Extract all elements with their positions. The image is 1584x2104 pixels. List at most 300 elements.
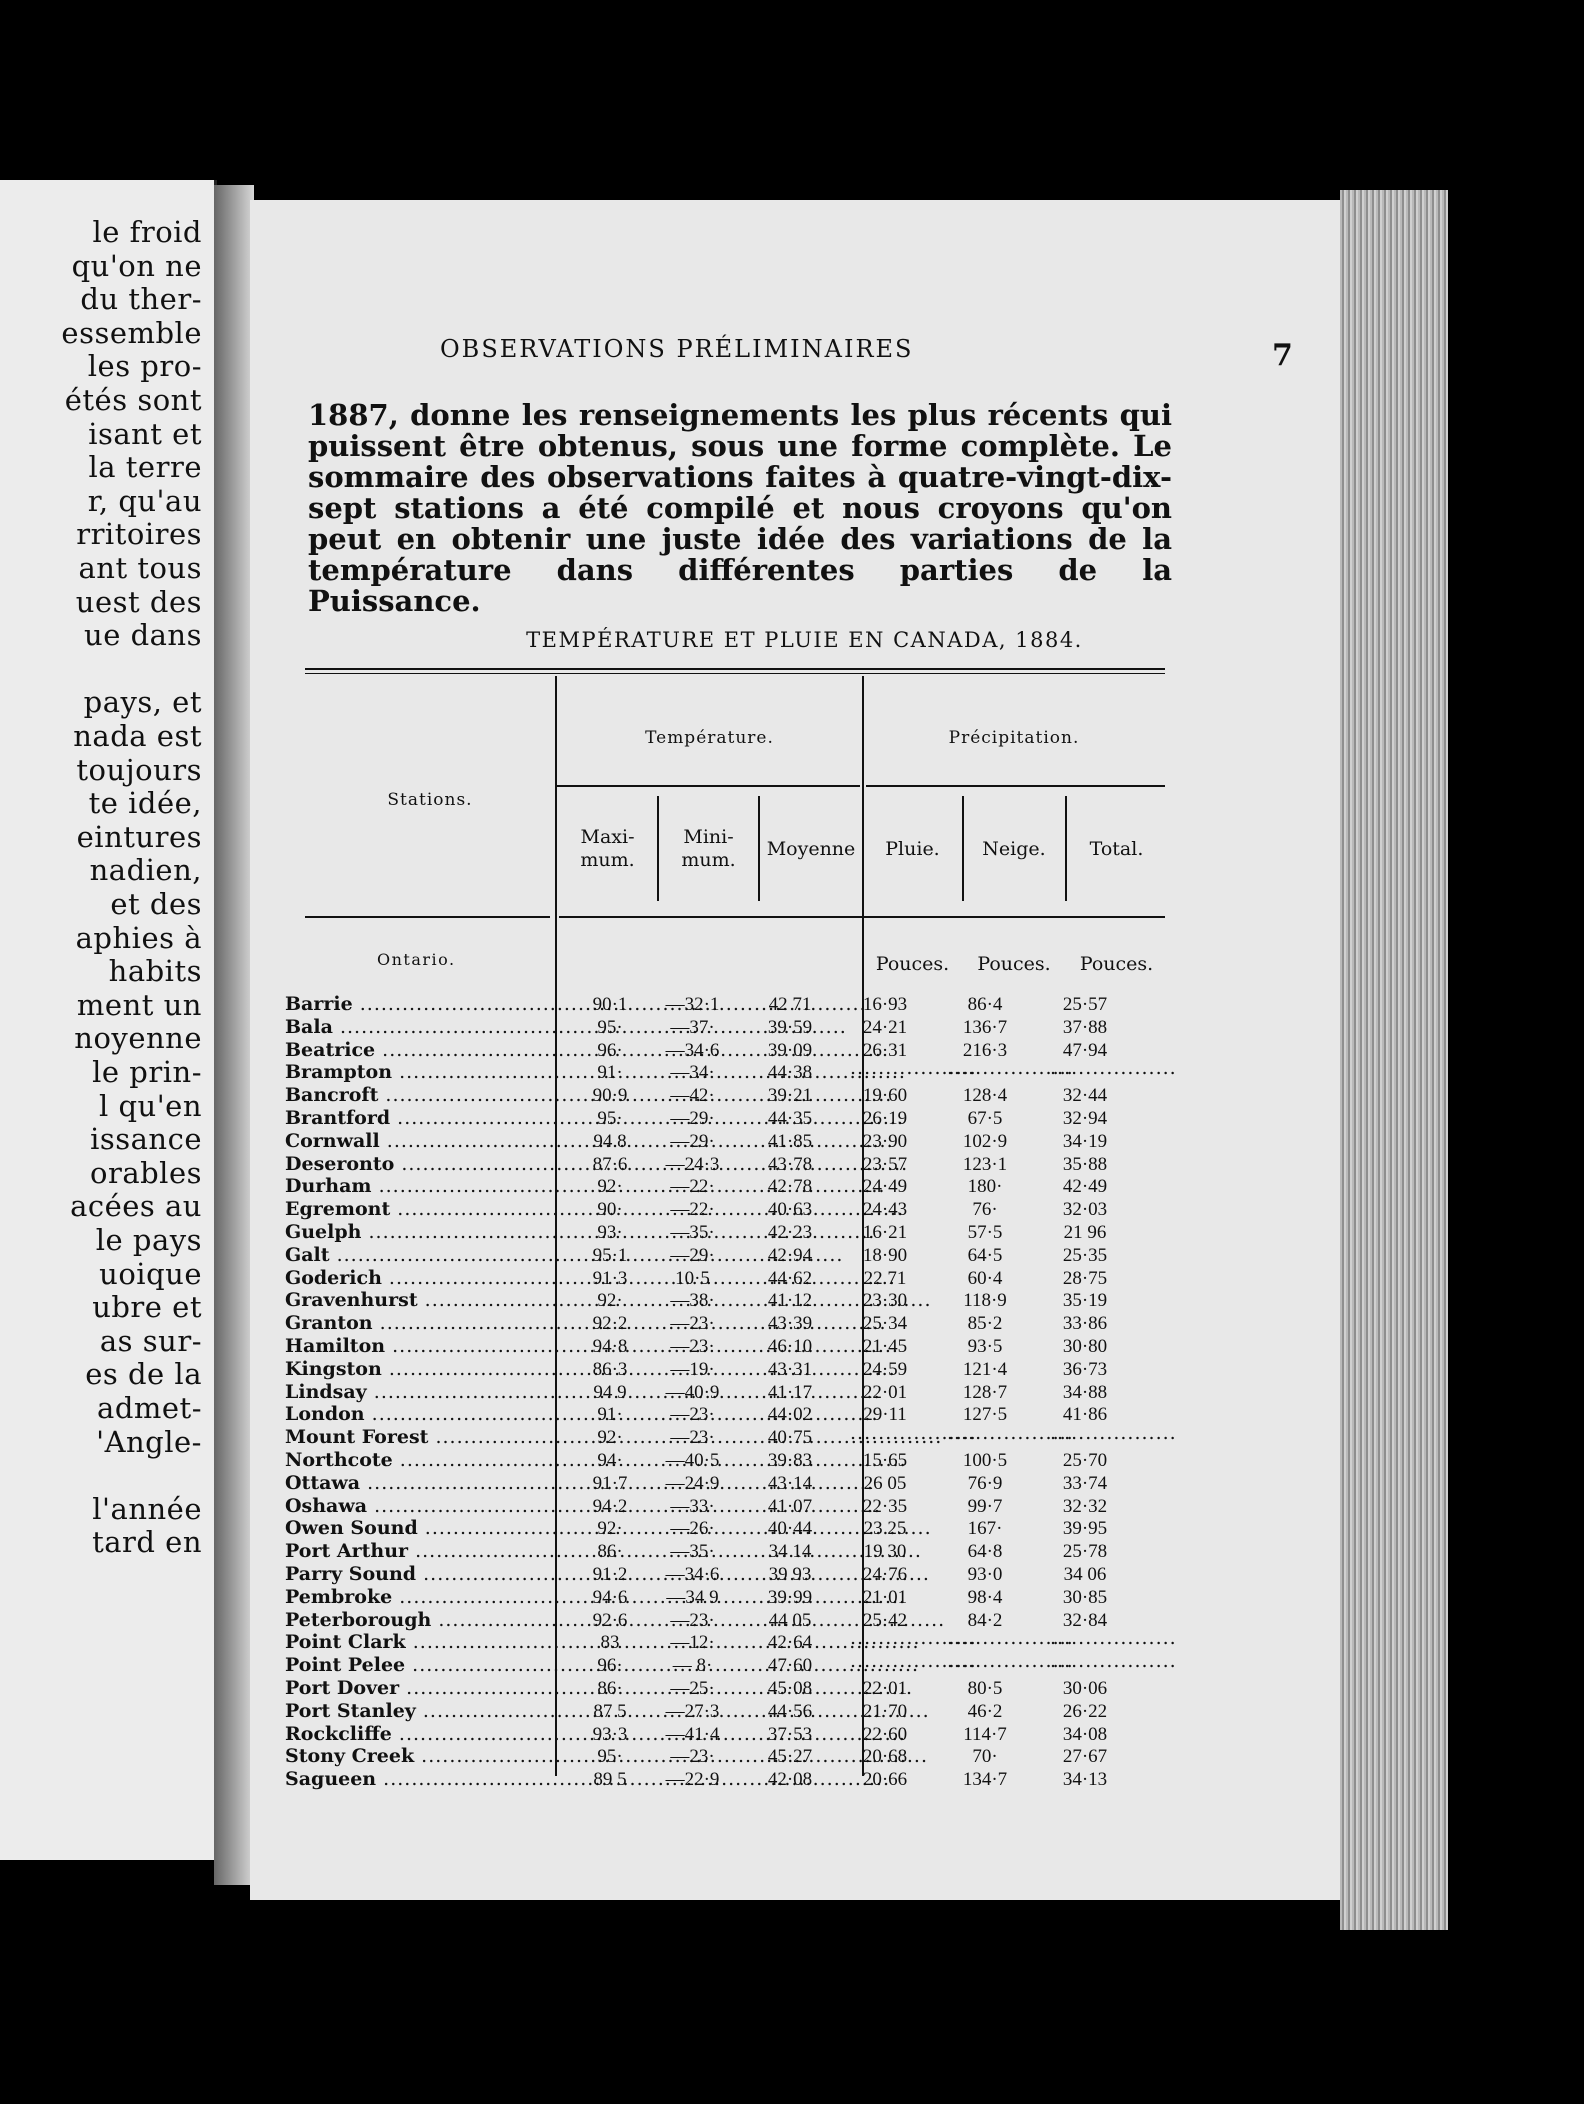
cell-total: 26·22 bbox=[1062, 1700, 1108, 1722]
cell-neige: 118·9 bbox=[963, 1290, 1007, 1312]
cell-total: 37·88 bbox=[1062, 1016, 1108, 1038]
cell-total: 32·44 bbox=[1062, 1085, 1108, 1107]
station-name: Rockcliffe ..... bbox=[285, 1723, 525, 1746]
left-page-text-fragment: l qu'en bbox=[98, 1088, 202, 1123]
cell-maximum: 92· bbox=[597, 1290, 623, 1312]
table-row bbox=[285, 1517, 1165, 1540]
cell-moyenne: 37·53 bbox=[767, 1723, 813, 1745]
header-bottom-rule bbox=[305, 916, 550, 918]
cell-neige: 121·4 bbox=[962, 1358, 1008, 1380]
cell-neige: 93·5 bbox=[967, 1336, 1003, 1357]
table-row bbox=[285, 1221, 1165, 1244]
cell-minimum: —42· bbox=[670, 1085, 715, 1107]
station-name: Parry Sound ..... bbox=[285, 1563, 525, 1586]
table-row bbox=[285, 1015, 1165, 1039]
cell-minimum: —40·5 bbox=[665, 1450, 720, 1471]
cell-maximum: 96· bbox=[597, 1039, 623, 1061]
dotted-leader: .................. bbox=[1050, 1627, 1177, 1650]
cell-moyenne: 41·17 bbox=[767, 1381, 813, 1403]
cell-minimum: —12· bbox=[670, 1632, 715, 1654]
cell-moyenne: 40·75 bbox=[767, 1427, 813, 1449]
station-name: Barrie ..... bbox=[285, 993, 525, 1016]
cell-minimum: —23· bbox=[670, 1746, 715, 1768]
table-row bbox=[285, 1745, 1165, 1768]
table-row bbox=[285, 1699, 1165, 1723]
cell-maximum: 96· bbox=[597, 1655, 623, 1677]
station-name: Lindsay ..... bbox=[285, 1381, 525, 1404]
cell-total: 30·06 bbox=[1062, 1678, 1108, 1699]
temperature-subrule bbox=[557, 785, 860, 787]
cell-total: 34 06 bbox=[1063, 1564, 1107, 1585]
cell-maximum: 93· bbox=[597, 1222, 623, 1243]
cell-maximum: 86·3 bbox=[592, 1358, 628, 1380]
cell-moyenne: 44·35 bbox=[767, 1108, 813, 1129]
left-page-text-fragment: ant tous bbox=[78, 551, 202, 585]
cell-pluie: 22·35 bbox=[862, 1495, 908, 1517]
cell-neige: 80·5 bbox=[967, 1678, 1003, 1699]
col-header-maximum: Maxi-mum. bbox=[580, 826, 635, 871]
station-name: Mount Forest ..... bbox=[285, 1426, 525, 1449]
table-row bbox=[285, 1312, 1165, 1335]
cell-minimum: —40·9 bbox=[665, 1381, 720, 1403]
cell-moyenne: 43·39 bbox=[767, 1313, 813, 1335]
cell-total: 33·74 bbox=[1062, 1472, 1108, 1494]
table-row bbox=[285, 1494, 1165, 1518]
cell-minimum: —32·1 bbox=[665, 994, 720, 1015]
cell-moyenne: 43·31 bbox=[767, 1358, 813, 1380]
left-page-text-fragment: aphies à bbox=[75, 920, 202, 955]
cell-minimum: —34 9 bbox=[666, 1586, 719, 1608]
cell-neige: 123·1 bbox=[962, 1153, 1008, 1175]
cell-total: 34·13 bbox=[1062, 1769, 1108, 1791]
cell-moyenne: 45·08 bbox=[767, 1678, 813, 1699]
left-page-text-fragment: les pro- bbox=[87, 349, 202, 384]
cell-total: 30·85 bbox=[1062, 1586, 1108, 1608]
left-page-text-fragment: ue dans bbox=[84, 618, 202, 653]
station-name: Northcote ..... bbox=[285, 1449, 525, 1472]
cell-neige: 134·7 bbox=[962, 1769, 1008, 1791]
cell-minimum: —27·3 bbox=[665, 1700, 720, 1722]
station-name: Egremont ..... bbox=[285, 1198, 525, 1221]
left-page-text-fragment: ubre et bbox=[92, 1290, 202, 1325]
dotted-leader: .................. bbox=[1050, 1057, 1177, 1080]
cell-neige: 86·4 bbox=[967, 994, 1003, 1015]
left-page-text-fragment: pays, et bbox=[83, 685, 202, 720]
cell-minimum: —33· bbox=[670, 1495, 715, 1517]
cell-maximum: 92·2 bbox=[592, 1313, 628, 1335]
station-name: Brantford ..... bbox=[285, 1107, 525, 1130]
cell-total: 32·94 bbox=[1062, 1108, 1108, 1129]
left-page-text-fragment: 'Angle- bbox=[96, 1424, 202, 1459]
col-header-minimum: Mini-mum. bbox=[681, 826, 736, 871]
left-page-text-fragment: te idée, bbox=[88, 786, 202, 821]
cell-total: 28·75 bbox=[1062, 1267, 1108, 1289]
precipitation-subrule bbox=[866, 785, 1165, 787]
cell-pluie: 22·60 bbox=[862, 1723, 908, 1745]
table-title: TEMPÉRATURE ET PLUIE EN CANADA, 1884. bbox=[526, 628, 1083, 652]
cell-moyenne: 42·64 bbox=[767, 1632, 813, 1654]
header-temperature: Température. bbox=[645, 728, 774, 748]
cell-total: 30·80 bbox=[1062, 1336, 1108, 1357]
cell-pluie: 23·57 bbox=[862, 1153, 908, 1175]
cell-maximum: 90·1 bbox=[592, 994, 628, 1015]
station-name: Point Clark ..... bbox=[285, 1631, 525, 1654]
cell-minimum: —35· bbox=[670, 1222, 715, 1243]
table-row bbox=[285, 1266, 1165, 1290]
station-name: Owen Sound ..... bbox=[285, 1517, 525, 1540]
cell-total: 34·88 bbox=[1062, 1381, 1108, 1403]
table-row bbox=[285, 1084, 1165, 1107]
station-name: Sagueen ..... bbox=[285, 1768, 525, 1791]
cell-moyenne: 43·78 bbox=[767, 1153, 813, 1175]
cell-pluie: 23·90 bbox=[862, 1130, 908, 1152]
cell-moyenne: 41·07 bbox=[767, 1495, 813, 1517]
table-row bbox=[285, 1243, 1165, 1267]
dotted-leader: .................. bbox=[947, 1057, 1074, 1080]
cell-neige: 99·7 bbox=[967, 1495, 1003, 1517]
temperature-precipitation-table bbox=[285, 668, 1177, 1791]
cell-neige: 136·7 bbox=[962, 1016, 1008, 1038]
cell-neige: 70· bbox=[972, 1746, 998, 1768]
cell-total: 36·73 bbox=[1062, 1358, 1108, 1380]
cell-pluie: 20·68 bbox=[862, 1746, 908, 1768]
left-page-text-fragment: la terre bbox=[88, 450, 202, 485]
table-row bbox=[285, 1563, 1165, 1586]
cell-moyenne: 34 14 bbox=[768, 1541, 812, 1563]
dotted-leader: .................. bbox=[850, 1057, 977, 1080]
left-page-text-fragment: nada est bbox=[73, 719, 202, 753]
station-name: Hamilton ..... bbox=[285, 1335, 525, 1358]
cell-minimum: —34· bbox=[670, 1062, 715, 1084]
cell-moyenne: 42·78 bbox=[767, 1176, 813, 1198]
table-row bbox=[285, 1175, 1165, 1198]
cell-maximum: 94·6 bbox=[592, 1586, 628, 1608]
column-divider bbox=[657, 796, 659, 901]
cell-maximum: 93·3 bbox=[592, 1723, 628, 1745]
cell-pluie: 26 05 bbox=[863, 1472, 907, 1494]
station-name: Beatrice ..... bbox=[285, 1039, 525, 1062]
cell-pluie: 22 71 bbox=[863, 1267, 907, 1289]
dotted-leader: .................. bbox=[1050, 1422, 1177, 1445]
cell-maximum: 94 9 bbox=[593, 1381, 627, 1403]
table-row bbox=[285, 1471, 1165, 1495]
running-head: OBSERVATIONS PRÉLIMINAIRES bbox=[440, 335, 914, 363]
gutter-shadow bbox=[214, 185, 254, 1885]
left-page-text-fragment: r, qu'au bbox=[87, 483, 202, 518]
cell-minimum: —34·6 bbox=[665, 1564, 720, 1585]
table-row bbox=[285, 1449, 1165, 1472]
cell-neige: 46·2 bbox=[967, 1700, 1003, 1722]
cell-pluie: 19·60 bbox=[862, 1085, 908, 1107]
cell-neige: 76·9 bbox=[967, 1472, 1003, 1494]
cell-total: 32·03 bbox=[1062, 1199, 1108, 1221]
page-number: 7 bbox=[1272, 338, 1293, 373]
table-row bbox=[285, 1722, 1165, 1746]
cell-moyenne: 44·56 bbox=[767, 1700, 813, 1722]
cell-pluie: 25·42 bbox=[862, 1609, 908, 1631]
cell-maximum: 87 5 bbox=[593, 1700, 627, 1722]
cell-total: 27·67 bbox=[1062, 1746, 1108, 1768]
cell-neige: 98·4 bbox=[967, 1586, 1003, 1608]
left-page-text-fragment: admet- bbox=[97, 1391, 202, 1425]
left-page-text-fragment: as sur- bbox=[99, 1323, 202, 1358]
cell-pluie: 22·01 bbox=[862, 1381, 908, 1403]
cell-moyenne: 44·62 bbox=[767, 1267, 813, 1289]
left-page-text-fragment: du ther- bbox=[80, 282, 202, 317]
cell-neige: 180· bbox=[967, 1176, 1003, 1198]
station-name: Point Pelee ..... bbox=[285, 1654, 525, 1677]
cell-minimum: —25· bbox=[670, 1678, 715, 1699]
cell-moyenne: 39 93 bbox=[768, 1564, 812, 1585]
cell-neige: 127·5 bbox=[962, 1404, 1008, 1426]
cell-moyenne: 42·94 bbox=[767, 1244, 813, 1266]
cell-moyenne: 45·27 bbox=[767, 1746, 813, 1768]
left-page-text-fragment: nadien, bbox=[89, 853, 202, 888]
cell-total: 33·86 bbox=[1062, 1313, 1108, 1335]
left-page-text-fragment: isant et bbox=[88, 416, 202, 451]
station-name: Guelph ..... bbox=[285, 1221, 525, 1244]
cell-total: 25·78 bbox=[1062, 1541, 1108, 1563]
left-page-text-fragment: toujours bbox=[76, 752, 202, 787]
table-top-rule bbox=[305, 668, 1165, 670]
cell-neige: 64·8 bbox=[967, 1541, 1003, 1563]
cell-pluie: 24·49 bbox=[862, 1176, 908, 1198]
cell-minimum: —29· bbox=[670, 1130, 715, 1152]
cell-pluie: 23 25 bbox=[863, 1518, 907, 1540]
cell-moyenne: 44·38 bbox=[767, 1062, 813, 1084]
table-row bbox=[285, 1380, 1165, 1404]
cell-moyenne: 39·59 bbox=[767, 1016, 813, 1038]
left-page-text-fragment: eintures bbox=[76, 819, 202, 854]
cell-minimum: —24·3 bbox=[665, 1153, 720, 1175]
cell-minimum: —37· bbox=[670, 1016, 715, 1038]
cell-moyenne: 44 05 bbox=[768, 1609, 812, 1631]
column-divider bbox=[758, 796, 760, 901]
cell-total: 42·49 bbox=[1062, 1176, 1108, 1198]
table-row bbox=[285, 1107, 1165, 1130]
cell-minimum: — 8· bbox=[672, 1655, 713, 1677]
station-name: Brampton ..... bbox=[285, 1061, 525, 1084]
cell-total: 32·32 bbox=[1062, 1495, 1108, 1517]
cell-total: 35·19 bbox=[1062, 1290, 1108, 1312]
cell-minimum: —23· bbox=[670, 1336, 715, 1357]
cell-maximum: 94·2 bbox=[592, 1495, 628, 1517]
col-header-moyenne: Moyenne bbox=[766, 838, 856, 860]
cell-minimum: —23· bbox=[670, 1427, 715, 1449]
cell-moyenne: 46·10 bbox=[767, 1336, 813, 1357]
cell-maximum: 91·2 bbox=[592, 1564, 628, 1585]
table-row bbox=[285, 1152, 1165, 1176]
cell-neige: 114·7 bbox=[963, 1723, 1007, 1745]
header-precipitation: Précipitation. bbox=[948, 728, 1080, 748]
cell-total: 41·86 bbox=[1062, 1404, 1108, 1426]
cell-pluie: 22·01 bbox=[862, 1678, 908, 1699]
cell-total: 21 96 bbox=[1063, 1222, 1107, 1243]
cell-pluie: 23·30 bbox=[862, 1290, 908, 1312]
station-name: Granton ..... bbox=[285, 1312, 525, 1335]
cell-moyenne: 43·14 bbox=[767, 1472, 813, 1494]
left-facing-page bbox=[0, 180, 217, 1860]
column-divider bbox=[962, 796, 964, 901]
cell-moyenne: 40·63 bbox=[767, 1199, 813, 1221]
cell-maximum: 91·3 bbox=[592, 1267, 628, 1289]
dotted-leader: .................. bbox=[850, 1650, 977, 1673]
unit-total: Pouces. bbox=[1079, 953, 1154, 975]
station-name: Ottawa ..... bbox=[285, 1472, 525, 1495]
cell-pluie: 16·21 bbox=[862, 1222, 908, 1243]
left-page-text-fragment: issance bbox=[90, 1122, 202, 1157]
cell-neige: 84·2 bbox=[967, 1609, 1003, 1631]
cell-pluie: 18·90 bbox=[862, 1244, 908, 1266]
cell-neige: 100·5 bbox=[962, 1450, 1008, 1471]
cell-neige: 67·5 bbox=[967, 1108, 1003, 1129]
table-row bbox=[285, 993, 1165, 1016]
unit-pluie: Pouces. bbox=[875, 953, 950, 975]
cell-maximum: 91· bbox=[597, 1062, 623, 1084]
cell-neige: 128·7 bbox=[962, 1381, 1008, 1403]
column-divider bbox=[1065, 796, 1067, 901]
table-row bbox=[285, 1540, 1165, 1563]
cell-neige: 57·5 bbox=[967, 1222, 1003, 1243]
left-page-text-fragment: le froid bbox=[92, 215, 202, 249]
cell-minimum: —29· bbox=[670, 1244, 715, 1266]
cell-minimum: —29· bbox=[670, 1108, 715, 1129]
cell-moyenne: 40·44 bbox=[767, 1518, 813, 1540]
table-row bbox=[285, 1677, 1165, 1700]
cell-total: 25·35 bbox=[1062, 1244, 1108, 1266]
cell-pluie: 24·43 bbox=[862, 1199, 908, 1221]
dotted-leader: .................. bbox=[947, 1627, 1074, 1650]
cell-moyenne: 42 71 bbox=[768, 994, 812, 1015]
cell-pluie: 16·93 bbox=[862, 994, 908, 1015]
cell-maximum: 95· bbox=[597, 1108, 623, 1129]
cell-minimum: —26· bbox=[670, 1518, 715, 1540]
cell-maximum: 91·7 bbox=[592, 1472, 628, 1494]
left-page-text-fragment: ment un bbox=[76, 987, 202, 1022]
station-name: Goderich ..... bbox=[285, 1267, 525, 1290]
cell-maximum: 83 bbox=[600, 1632, 620, 1654]
cell-total: 25·70 bbox=[1062, 1450, 1108, 1471]
station-name: Durham ..... bbox=[285, 1175, 525, 1198]
left-page-text-fragment: orables bbox=[90, 1155, 202, 1190]
station-name: Bala ..... bbox=[285, 1016, 525, 1039]
cell-maximum: 91· bbox=[597, 1404, 623, 1426]
cell-moyenne: 39·09 bbox=[767, 1039, 813, 1061]
cell-minimum: —22· bbox=[670, 1176, 715, 1198]
station-name: Peterborough ..... bbox=[285, 1609, 525, 1632]
station-name: Cornwall ..... bbox=[285, 1130, 525, 1153]
cell-minimum: —34·6 bbox=[665, 1039, 720, 1061]
left-page-text-fragment: qu'on ne bbox=[71, 248, 202, 283]
station-name: Gravenhurst ..... bbox=[285, 1289, 525, 1312]
cell-neige: 102·9 bbox=[962, 1130, 1008, 1152]
cell-maximum: 94·8 bbox=[592, 1336, 628, 1357]
cell-neige: 93·0 bbox=[967, 1564, 1003, 1585]
cell-maximum: 92·6 bbox=[592, 1609, 628, 1631]
station-name: Oshawa ..... bbox=[285, 1495, 525, 1518]
cell-maximum: 90·9 bbox=[592, 1085, 628, 1107]
cell-pluie: 24·59 bbox=[862, 1358, 908, 1380]
station-name: Port Stanley ..... bbox=[285, 1700, 525, 1723]
cell-maximum: 92· bbox=[597, 1518, 623, 1540]
header-stations: Stations. bbox=[387, 790, 473, 810]
cell-minimum: —23· bbox=[670, 1404, 715, 1426]
left-page-text-fragment: noyenne bbox=[74, 1021, 202, 1056]
cell-neige: 216·3 bbox=[962, 1039, 1008, 1061]
col-header-neige: Neige. bbox=[982, 838, 1046, 860]
cell-maximum: 87·6 bbox=[592, 1153, 628, 1175]
table-row bbox=[285, 1650, 1177, 1677]
left-page-text-fragment: uoique bbox=[99, 1256, 202, 1291]
cell-total: 32·84 bbox=[1062, 1609, 1108, 1631]
cell-minimum: —41·4 bbox=[665, 1723, 720, 1745]
cell-moyenne: 39·21 bbox=[767, 1085, 813, 1107]
cell-pluie: 21·70 bbox=[862, 1700, 908, 1722]
cell-neige: 60·4 bbox=[967, 1267, 1003, 1289]
cell-moyenne: 39·83 bbox=[767, 1450, 813, 1471]
province-label: Ontario. bbox=[377, 950, 456, 969]
col-header-total: Total. bbox=[1089, 838, 1144, 860]
cell-total: 25·57 bbox=[1062, 994, 1108, 1015]
cell-moyenne: 39·99 bbox=[767, 1586, 813, 1608]
cell-pluie: 25·34 bbox=[862, 1313, 908, 1335]
cell-moyenne: 42·08 bbox=[767, 1769, 813, 1791]
left-page-text-fragment: es de la bbox=[85, 1357, 202, 1392]
left-page-text-fragment: l'année bbox=[92, 1491, 202, 1526]
cell-pluie: 21·45 bbox=[862, 1336, 908, 1357]
table-row bbox=[285, 1335, 1165, 1358]
left-page-text-fragment: habits bbox=[108, 954, 202, 989]
station-name: Port Dover ..... bbox=[285, 1677, 525, 1700]
cell-minimum: —22· bbox=[670, 1199, 715, 1221]
cell-pluie: 20·66 bbox=[862, 1769, 908, 1791]
cell-minimum: —35· bbox=[670, 1541, 715, 1563]
station-name: Deseronto ..... bbox=[285, 1153, 525, 1176]
cell-maximum: 94 8 bbox=[593, 1130, 627, 1152]
table-row bbox=[285, 1289, 1165, 1312]
cell-minimum: —38· bbox=[670, 1290, 715, 1312]
cell-pluie: 29·11 bbox=[863, 1404, 907, 1426]
table-row bbox=[285, 1057, 1177, 1084]
table-row bbox=[285, 1422, 1177, 1449]
station-name: Port Arthur ..... bbox=[285, 1540, 525, 1563]
cell-minimum: —23· bbox=[670, 1609, 715, 1631]
left-page-text-fragment: étés sont bbox=[64, 383, 202, 417]
cell-neige: 85·2 bbox=[967, 1313, 1003, 1335]
cell-pluie: 19 30 bbox=[863, 1541, 907, 1563]
left-page-text-fragment: uest des bbox=[75, 584, 202, 619]
cell-pluie: 24·76 bbox=[862, 1564, 908, 1585]
left-page-text-fragment: acées au bbox=[70, 1189, 202, 1224]
table-row bbox=[285, 1129, 1165, 1153]
cell-total: 39·95 bbox=[1062, 1518, 1108, 1540]
header-bottom-rule bbox=[559, 916, 1165, 918]
cell-moyenne: 41·12 bbox=[767, 1290, 813, 1312]
cell-maximum: 92· bbox=[597, 1427, 623, 1449]
table-top-rule-thin bbox=[305, 673, 1165, 674]
left-page-text-fragment: et des bbox=[110, 887, 202, 921]
cell-maximum: 95· bbox=[597, 1746, 623, 1768]
dotted-leader: .................. bbox=[1050, 1650, 1177, 1673]
cell-total: 35·88 bbox=[1062, 1153, 1108, 1175]
cell-maximum: 95· bbox=[597, 1016, 623, 1038]
station-name: Kingston ..... bbox=[285, 1358, 525, 1381]
cell-total: 34·08 bbox=[1062, 1723, 1108, 1745]
left-page-text-fragment: tard en bbox=[92, 1525, 202, 1560]
col-header-pluie: Pluie. bbox=[885, 838, 940, 860]
cell-minimum: —19· bbox=[670, 1358, 715, 1380]
station-name: Pembroke ..... bbox=[285, 1586, 525, 1609]
